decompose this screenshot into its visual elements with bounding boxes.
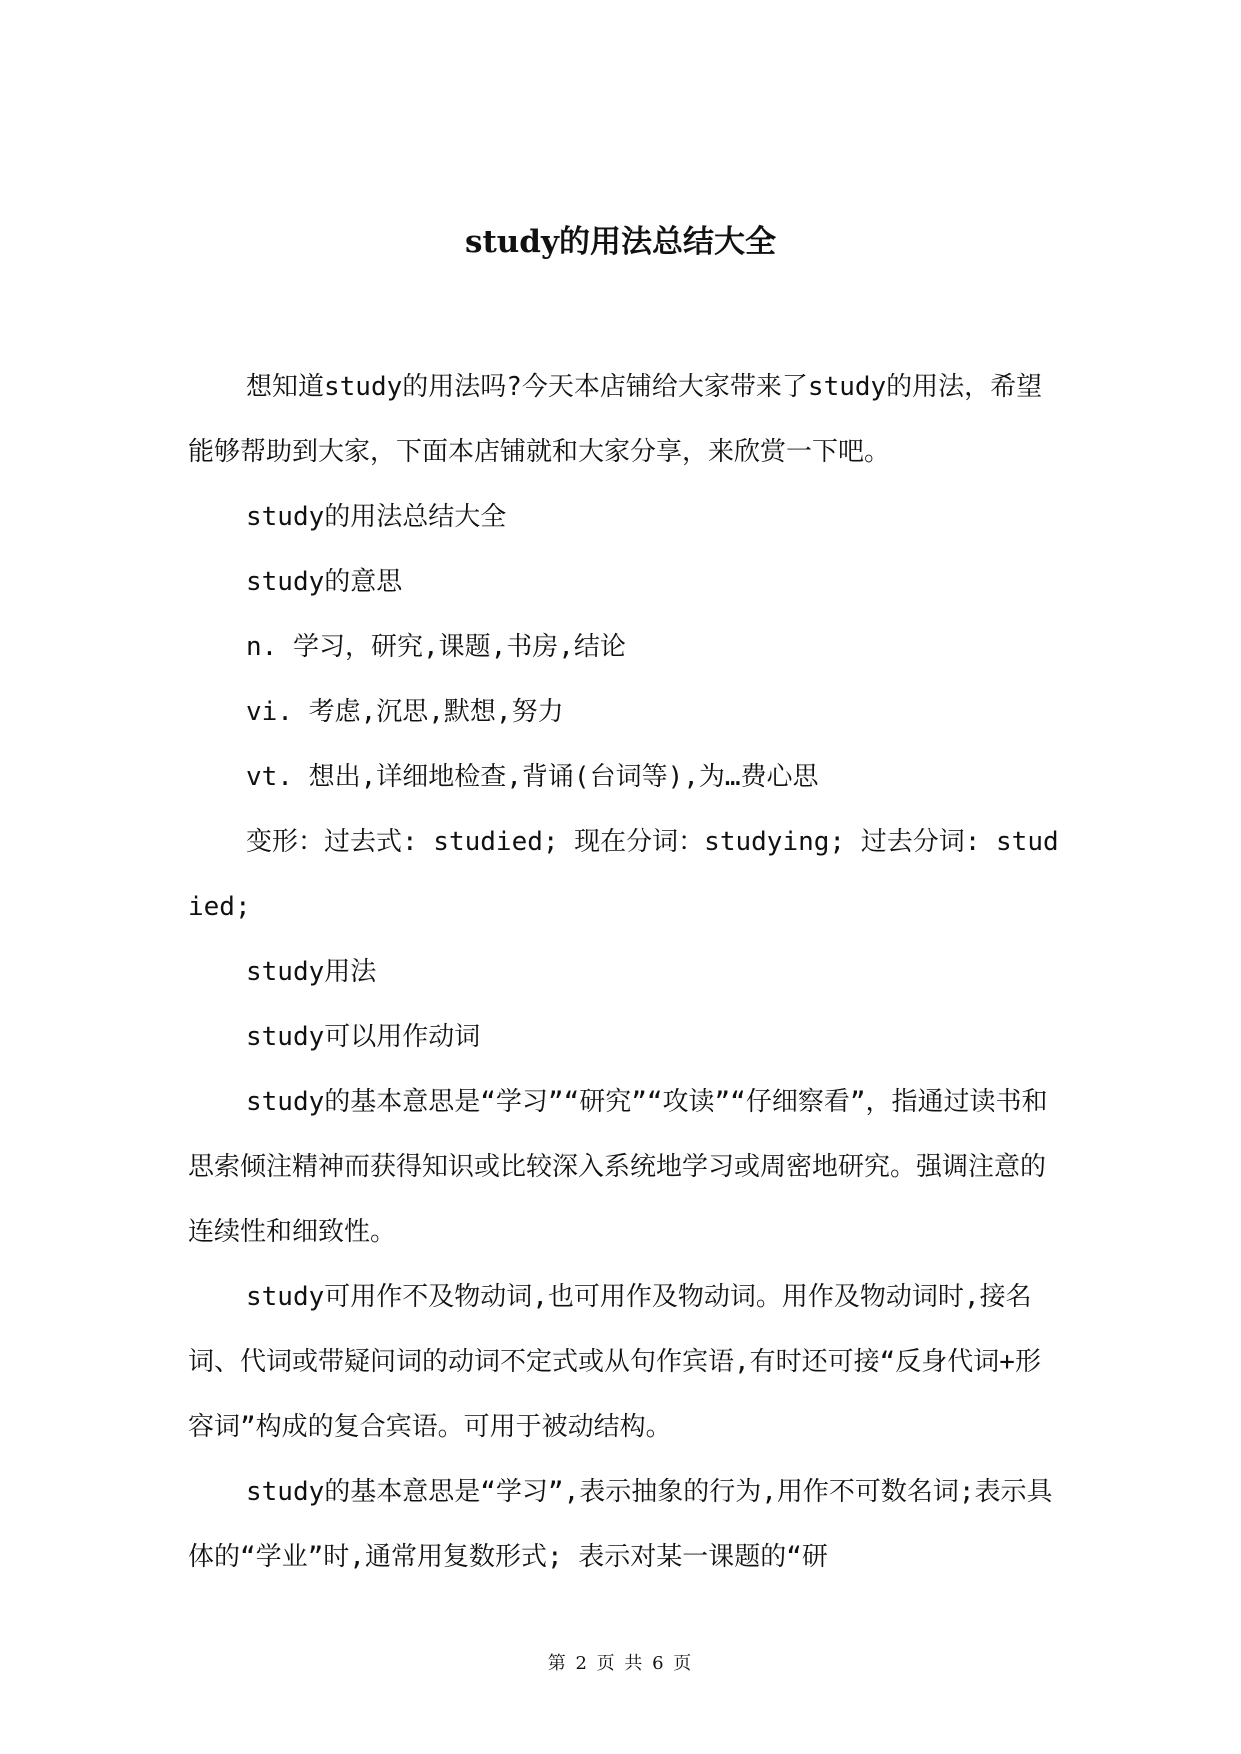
paragraph-vi-meaning: vi. 考虑,沉思,默想,努力 (246, 697, 564, 727)
document-body (188, 355, 1060, 1590)
paragraph-intro: 想知道study的用法吗?今天本店铺给大家带来了study的用法，希望能够帮助到大家，下面本店铺就和大家分享，来欣赏一下吧。 (188, 372, 1043, 467)
paragraph-vt-meaning: vt. 想出,详细地检查,背诵(台词等),为…费心思 (246, 762, 819, 792)
paragraph-verb-usage: study可用作不及物动词,也可用作及物动词。用作及物动词时,接名词、代词或带疑问词的动词不定式或从句作宾语,有时还可接“反身代词+形容词”构成的复合宾语。可用于被动结构。 (188, 1282, 1041, 1442)
paragraph-basic-meaning: study的基本意思是“学习”“研究”“攻读”“仔细察看”，指通过读书和思索倾注精神而获得知识或比较深入系统地学习或周密地研究。强调注意的连续性和细致性。 (188, 1087, 1048, 1247)
paragraph-inflections: 变形：过去式: studied; 现在分词：studying; 过去分词: studied; (188, 827, 1059, 922)
document-title: study的用法总结大全 (465, 224, 776, 260)
paragraph-noun-usage: study的基本意思是“学习”,表示抽象的行为,用作不可数名词;表示具体的“学业”时,通常用复数形式; 表示对某一课题的“研 (188, 1477, 1053, 1572)
paragraph-heading-usage: study用法 (246, 957, 377, 987)
paragraph-heading-verb: study可以用作动词 (246, 1022, 481, 1052)
paragraph-heading-meaning: study的意思 (246, 567, 403, 597)
paragraph-heading-summary: study的用法总结大全 (246, 502, 507, 532)
paragraph-noun-meaning: n. 学习，研究,课题,书房,结论 (246, 632, 626, 662)
page-number-footer: 第 2 页 共 6 页 (547, 1653, 694, 1674)
